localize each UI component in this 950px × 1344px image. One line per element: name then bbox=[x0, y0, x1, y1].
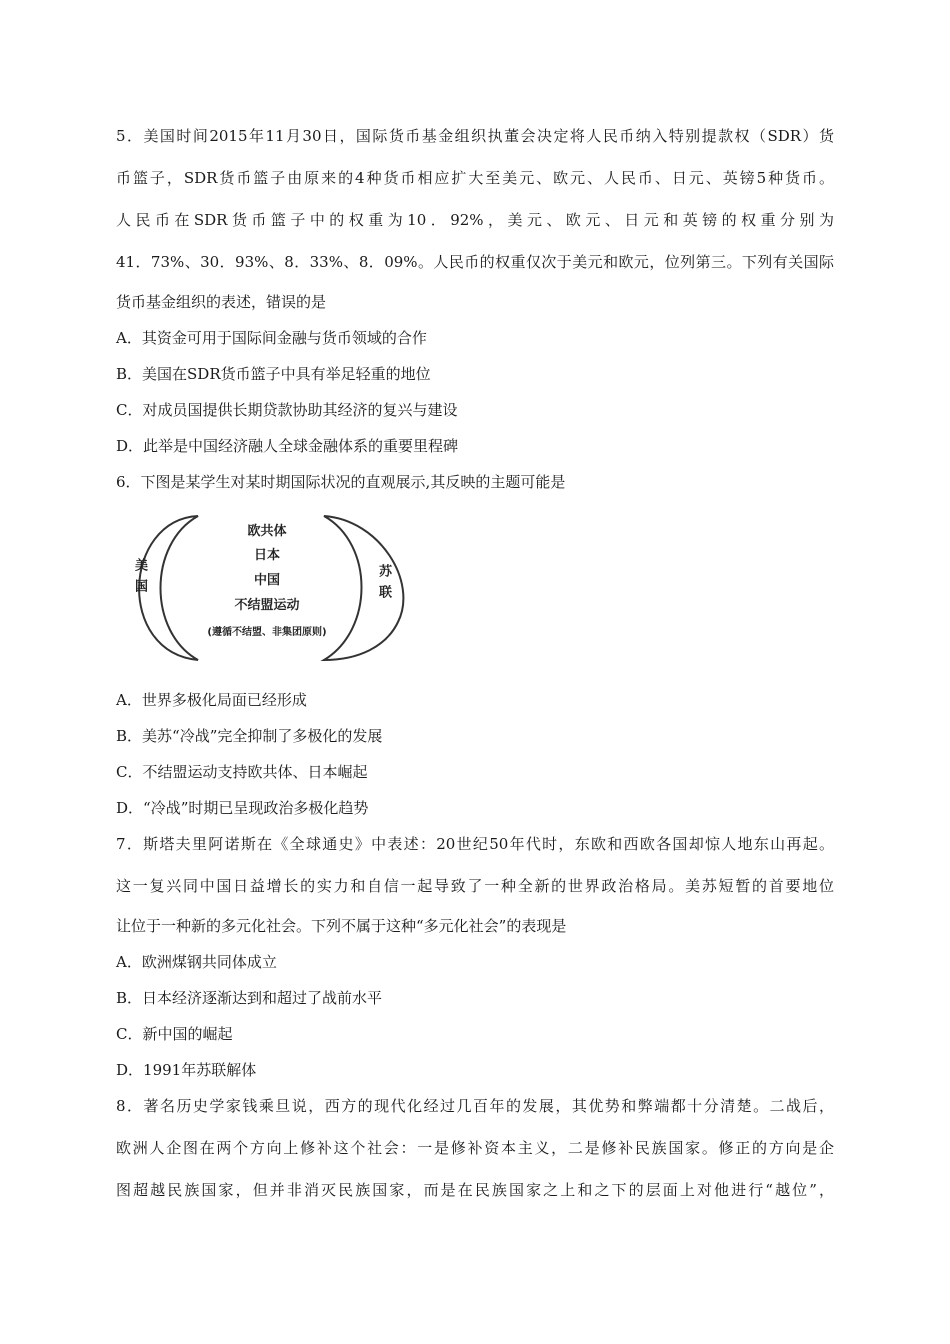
q6-stem: 6．下图是某学生对某时期国际状况的直观展示,其反映的主题可能是 bbox=[116, 473, 566, 491]
q7-stem-line-3: 让位于一种新的多元化社会。下列不属于这种“多元化社会”的表现是 bbox=[116, 917, 567, 935]
q7-option-c: C．新中国的崛起 bbox=[116, 1025, 233, 1043]
q7-option-a: A．欧洲煤钢共同体成立 bbox=[116, 953, 277, 971]
q7-option-d: D．1991年苏联解体 bbox=[116, 1061, 257, 1079]
q5-option-c: C．对成员国提供长期贷款协助其经济的复兴与建设 bbox=[116, 401, 458, 419]
right-crescent-label: 苏联 bbox=[376, 564, 391, 606]
q5-stem-line-5: 货币基金组织的表述，错误的是 bbox=[116, 293, 327, 311]
q5-stem-line-2: 币篮子，SDR货币篮子由原来的4种货币相应扩大至美元、欧元、人民币、日元、英镑5种货币。 bbox=[116, 169, 834, 187]
world-pattern-diagram bbox=[118, 512, 416, 664]
q6-option-b: B．美苏“冷战”完全抑制了多极化的发展 bbox=[116, 727, 383, 745]
q8-stem-line-2: 欧洲人企图在两个方向上修补这个社会：一是修补资本主义，二是修补民族国家。修正的方向是企 bbox=[116, 1139, 834, 1157]
q7-stem-line-1: 7．斯塔夫里阿诺斯在《全球通史》中表述：20世纪50年代时，东欧和西欧各国却惊人地东山再起。 bbox=[116, 835, 834, 853]
left-crescent-label: 美国 bbox=[132, 558, 147, 600]
center-item-principle: (遵循不结盟、非集团原则) bbox=[207, 627, 327, 638]
q8-stem-line-1: 8．著名历史学家钱乘旦说，西方的现代化经过几百年的发展，其优势和弊端都十分清楚。二战后， bbox=[116, 1097, 834, 1115]
q5-option-b: B．美国在SDR货币篮子中具有举足轻重的地位 bbox=[116, 365, 431, 383]
q5-option-d: D．此举是中国经济融人全球金融体系的重要里程碑 bbox=[116, 437, 459, 455]
q7-option-b: B．日本经济逐渐达到和超过了战前水平 bbox=[116, 989, 383, 1007]
q8-stem-line-3: 图超越民族国家，但并非消灭民族国家，而是在民族国家之上和之下的层面上对他进行“越位”， bbox=[116, 1181, 834, 1199]
q5-stem-line-4: 41．73%、30．93%、8．33%、8．09%。人民币的权重仅次于美元和欧元，位列第三。下列有关国际 bbox=[116, 253, 834, 271]
center-item-nam: 不结盟运动 bbox=[234, 598, 300, 613]
q6-option-c: C．不结盟运动支持欧共体、日本崛起 bbox=[116, 763, 368, 781]
center-item-japan: 日本 bbox=[253, 548, 280, 563]
q6-option-d: D．“冷战”时期已呈现政治多极化趋势 bbox=[116, 799, 369, 817]
q7-stem-line-2: 这一复兴同中国日益增长的实力和自信一起导致了一种全新的世界政治格局。美苏短暂的首要地位 bbox=[116, 877, 834, 895]
center-item-ec: 欧共体 bbox=[247, 524, 287, 539]
q5-option-a: A．其资金可用于国际间金融与货币领域的合作 bbox=[116, 329, 427, 347]
q6-option-a: A．世界多极化局面已经形成 bbox=[116, 691, 307, 709]
q5-stem-line-3: 人民币在SDR货币篮子中的权重为10．92%，美元、欧元、日元和英镑的权重分别为 bbox=[116, 211, 834, 229]
center-item-china: 中国 bbox=[253, 573, 280, 588]
q5-stem-line-1: 5．美国时间2015年11月30日，国际货币基金组织执董会决定将人民币纳入特别提款权（SDR）货 bbox=[116, 127, 834, 145]
